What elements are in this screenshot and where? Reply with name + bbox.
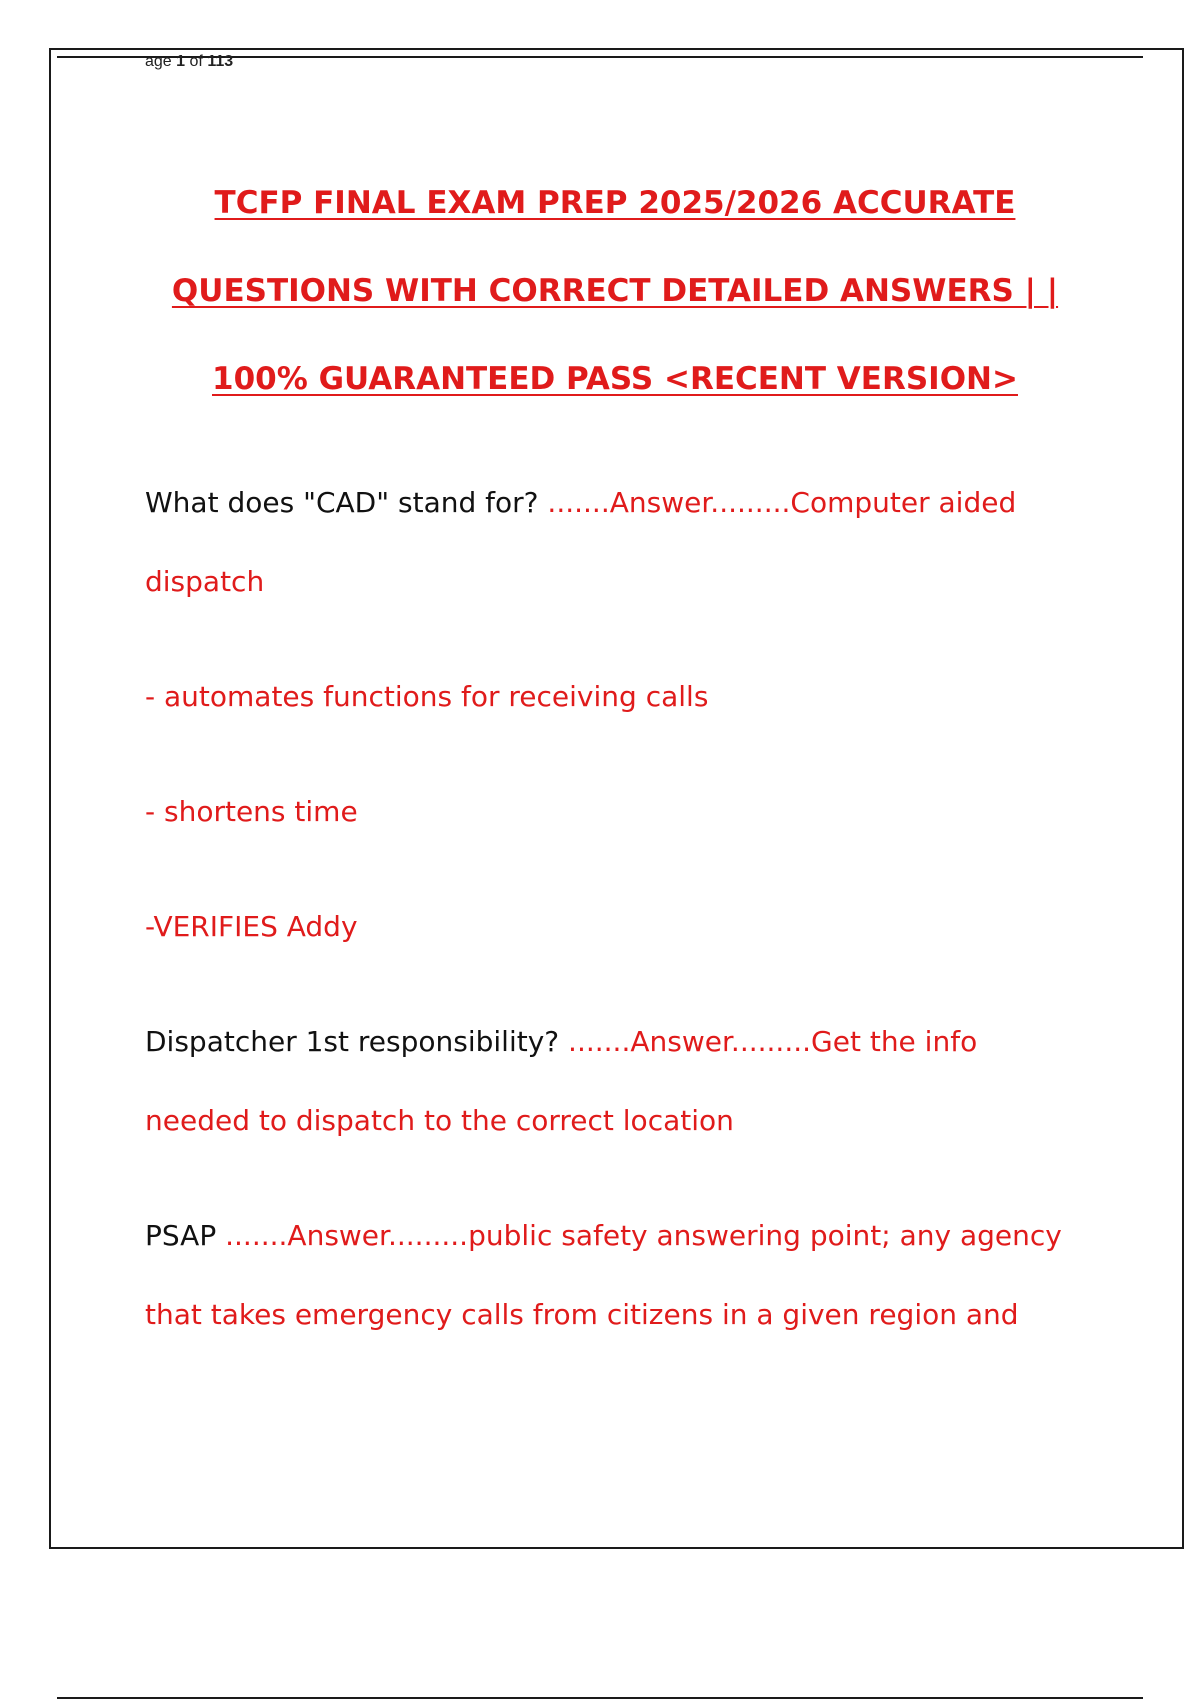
bottom-rule — [57, 1697, 1143, 1699]
qa-3-separator: .......Answer......... — [216, 1219, 469, 1252]
qa-1-note-1: - automates functions for receiving calls — [145, 680, 709, 713]
page-current: 1 — [176, 53, 186, 70]
page-prefix: age — [145, 53, 172, 70]
qa-1-question: What does "CAD" stand for? — [145, 486, 539, 519]
page-counter — [145, 54, 233, 70]
qa-1-separator: .......Answer......... — [538, 486, 791, 519]
qa-2-separator: .......Answer......... — [559, 1025, 812, 1058]
title-line-1: TCFP FINAL EXAM PREP 2025/2026 ACCURATE — [214, 185, 1016, 221]
qa-1-note-2: - shortens time — [145, 795, 358, 828]
qa-2-answer-part-2: needed to dispatch to the correct location — [145, 1104, 734, 1137]
title-line-2: QUESTIONS WITH CORRECT DETAILED ANSWERS | | — [171, 273, 1059, 309]
qa-2-line-1 — [145, 1022, 977, 1062]
qa-2-question: Dispatcher 1st responsibility? — [145, 1025, 560, 1058]
qa-1-answer-part-2: dispatch — [145, 565, 265, 598]
page-of: of — [189, 53, 203, 70]
page-total: 113 — [207, 53, 234, 70]
document-title — [120, 178, 1110, 442]
qa-3-answer-part-1: public safety answering point; any agency — [468, 1219, 1062, 1252]
qa-3-answer-part-2: that takes emergency calls from citizens in a given region and — [145, 1298, 1019, 1331]
qa-1-line-2 — [145, 562, 264, 602]
qa-1-line-1 — [145, 483, 1016, 523]
qa-3-line-2 — [145, 1295, 1019, 1335]
qa-1-note-3: -VERIFIES Addy — [145, 910, 358, 943]
qa-3-question: PSAP — [145, 1219, 217, 1252]
qa-3-line-1 — [145, 1216, 1062, 1256]
qa-2-line-2 — [145, 1101, 734, 1141]
title-line-3: 100% GUARANTEED PASS <RECENT VERSION> — [212, 361, 1018, 397]
qa-2-answer-part-1: Get the info — [811, 1025, 978, 1058]
qa-1-answer-part-1: Computer aided — [790, 486, 1017, 519]
